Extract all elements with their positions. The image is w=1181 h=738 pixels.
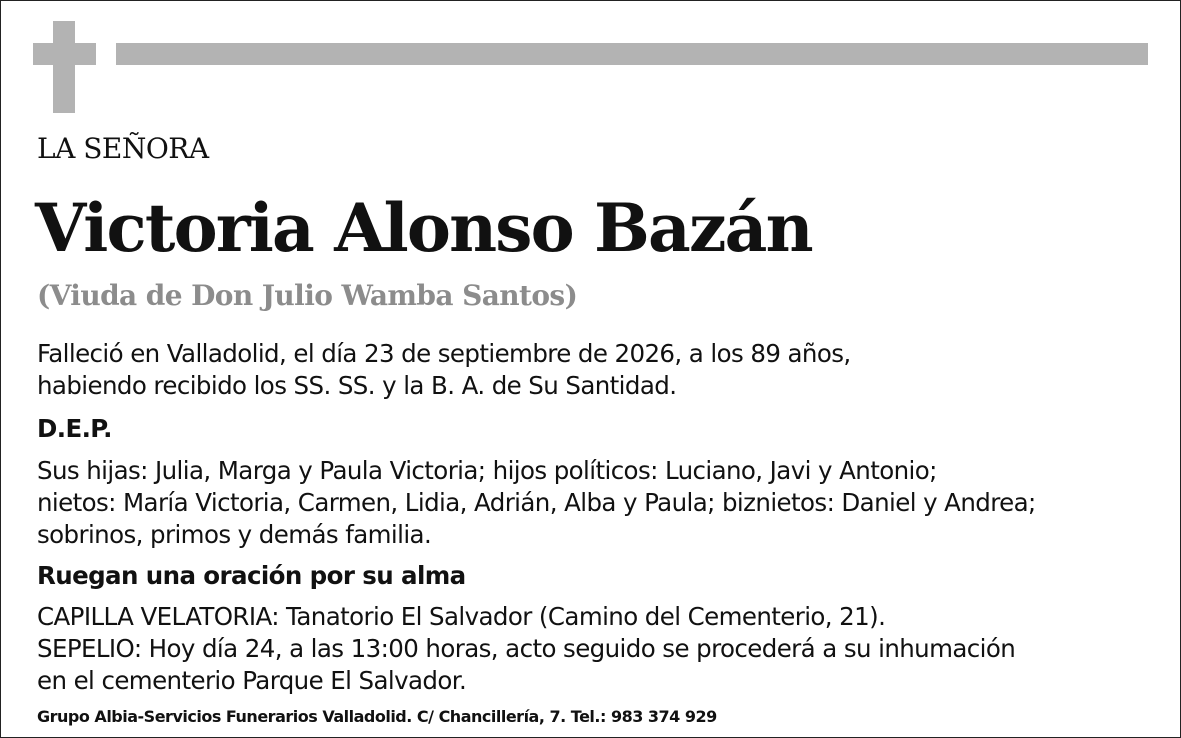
prayer-heading: Ruegan una oración por su alma: [37, 561, 466, 590]
services-line: SEPELIO: Hoy día 24, a las 13:00 horas, acto seguido se procederá a su inhumación: [37, 634, 1016, 663]
cross-horizontal-beam: [33, 43, 96, 65]
services-paragraph: [37, 601, 1015, 697]
announcement-line: habiendo recibido los SS. SS. y la B. A. de Su Santidad.: [37, 371, 677, 400]
family-line: nietos: María Victoria, Carmen, Lidia, Adrián, Alba y Paula; biznietos: Daniel y Andrea;: [37, 488, 1036, 517]
services-line: en el cementerio Parque El Salvador.: [37, 666, 467, 695]
family-paragraph: [37, 455, 1036, 551]
family-line: sobrinos, primos y demás familia.: [37, 520, 432, 549]
cross-vertical-beam: [53, 21, 75, 113]
services-line: CAPILLA VELATORIA: Tanatorio El Salvador (Camino del Cementerio, 21).: [37, 602, 886, 631]
family-line: Sus hijas: Julia, Marga y Paula Victoria; hijos políticos: Luciano, Javi y Antonio;: [37, 456, 937, 485]
header-divider-bar: [116, 43, 1148, 65]
announcement-paragraph: [37, 338, 851, 402]
deceased-subtitle: (Viuda de Don Julio Wamba Santos): [37, 279, 578, 312]
deceased-name: Victoria Alonso Bazán: [35, 189, 812, 267]
funeral-home-footer: Grupo Albia-Servicios Funerarios Valladolid. C/ Chancillería, 7. Tel.: 983 374 929: [37, 707, 717, 726]
announcement-line: Falleció en Valladolid, el día 23 de septiembre de 2026, a los 89 años,: [37, 339, 851, 368]
honorific-title: LA SEÑORA: [37, 132, 209, 165]
dep-heading: D.E.P.: [37, 414, 112, 443]
